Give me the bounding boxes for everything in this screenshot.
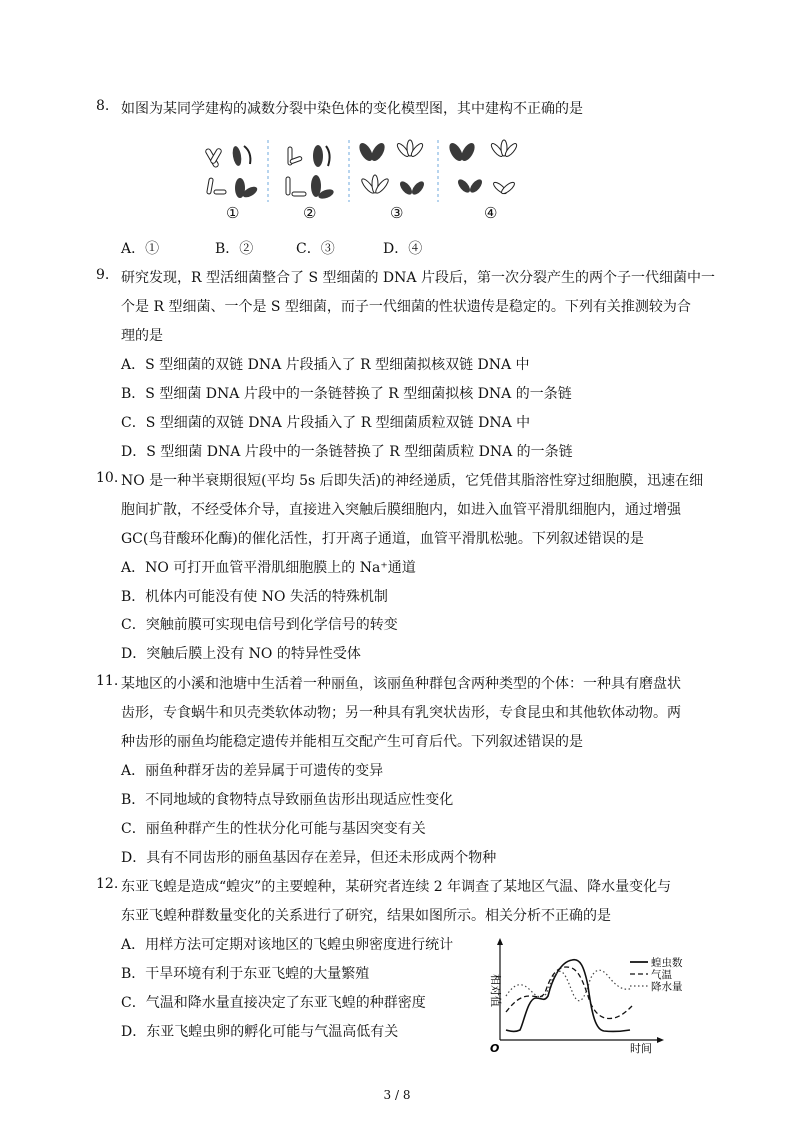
- series-temperature: [506, 967, 632, 1018]
- q9-option-d: D．S 型细菌 DNA 片段中的一条链替换了 R 型细菌质粒 DNA 的一条链: [121, 444, 573, 460]
- legend-temperature: 气温: [651, 969, 672, 981]
- q12-stem-line: 东亚飞蝗是造成“蝗灾”的主要蝗种，某研究者连续 2 年调查了某地区气温、降水量变化与: [121, 879, 672, 895]
- y-axis-label: 相对值: [489, 974, 502, 1007]
- q8-number: 8.: [96, 98, 110, 114]
- legend-locust-count: 蝗虫数: [651, 957, 683, 969]
- q10-stem-line: 胞间扩散，不经受体介导，直接进入突触后膜细胞内，如进入血管平滑肌细胞内，通过增强: [121, 502, 681, 518]
- page-number: 3 / 8: [383, 1088, 411, 1102]
- q12-option-d: D．东亚飞蝗虫卵的孵化可能与气温高低有关: [121, 1024, 399, 1040]
- q10-option-d: D．突触后膜上没有 NO 的特异性受体: [121, 646, 361, 662]
- q11-stem-line: 某地区的小溪和池塘中生活着一种丽鱼，该丽鱼种群包含两种类型的个体：一种具有磨盘状: [121, 676, 681, 692]
- x-axis-label: 时间: [630, 1042, 652, 1055]
- q10-option-a: A．NO 可打开血管平滑肌细胞膜上的 Na⁺通道: [121, 560, 416, 576]
- legend-rainfall: 降水量: [651, 981, 683, 993]
- q10-stem-line: GC(鸟苷酸环化酶)的催化活性，打开离子通道，血管平滑肌松驰。下列叙述错误的是: [121, 531, 644, 547]
- q11-number: 11.: [96, 673, 119, 689]
- q11-option-c: C．丽鱼种群产生的性状分化可能与基因突变有关: [121, 821, 426, 837]
- q10-option-b: B．机体内可能没有使 NO 失活的特殊机制: [121, 589, 388, 605]
- q10-number: 10.: [96, 470, 119, 486]
- panel-2-chromosomes: [286, 145, 335, 200]
- q11-option-b: B．不同地域的食物特点导致丽鱼齿形出现适应性变化: [121, 792, 454, 808]
- q9-stem-line: 研究发现，R 型活细菌整合了 S 型细菌的 DNA 片段后，第一次分裂产生的两个子一代细菌中一: [121, 270, 715, 286]
- q9-option-a: A．S 型细菌的双链 DNA 片段插入了 R 型细菌拟核双链 DNA 中: [121, 357, 530, 373]
- q12-locust-chart: [480, 936, 700, 1056]
- q11-option-a: A．丽鱼种群牙齿的差异属于可遗传的变异: [121, 763, 384, 779]
- figure-label-4: ④: [484, 204, 498, 222]
- q8-option-d: D．④: [383, 241, 423, 257]
- q8-option-c: C．③: [296, 241, 335, 257]
- q12-number: 12.: [96, 876, 119, 892]
- q10-stem-line: NO 是一种半衰期很短(平均 5s 后即失活)的神经递质，它凭借其脂溶性穿过细胞膜，迅速在细: [121, 473, 704, 489]
- q9-number: 9.: [96, 267, 110, 283]
- origin-label: O: [490, 1042, 500, 1055]
- panel-3-chromosomes: [357, 140, 427, 197]
- series-locust-count: [506, 960, 630, 1032]
- q11-stem-line: 齿形，专食蜗牛和贝壳类软体动物；另一种具有乳突状齿形，专食昆虫和其他软体动物。两: [121, 705, 681, 721]
- q11-option-d: D．具有不同齿形的丽鱼基因存在差异，但还未形成两个物种: [121, 850, 497, 866]
- q12-stem-line: 东亚飞蝗种群数量变化的关系进行了研究，结果如图所示。相关分析不正确的是: [121, 908, 611, 924]
- figure-label-1: ①: [226, 204, 240, 222]
- q11-stem-line: 种齿形的丽鱼均能稳定遗传并能相互交配产生可育后代。下列叙述错误的是: [121, 734, 583, 750]
- q8-stem: 如图为某同学建构的减数分裂中染色体的变化模型图，其中建构不正确的是: [121, 101, 583, 117]
- q9-stem-line: 个是 R 型细菌、一个是 S 型细菌，而子一代细菌的性状遗传是稳定的。下列有关推测较为合: [121, 299, 691, 315]
- figure-label-2: ②: [303, 204, 317, 222]
- q8-option-a: A．①: [121, 241, 160, 257]
- q9-option-c: C．S 型细菌的双链 DNA 片段插入了 R 型细菌质粒双链 DNA 中: [121, 415, 531, 431]
- panel-1-chromosomes: [205, 145, 259, 199]
- q9-stem-line: 理的是: [121, 328, 163, 344]
- q9-option-b: B．S 型细菌 DNA 片段中的一条链替换了 R 型细菌拟核 DNA 的一条链: [121, 386, 572, 402]
- q12-option-c: C．气温和降水量直接决定了东亚飞蝗的种群密度: [121, 995, 426, 1011]
- q12-option-a: A．用样方法可定期对该地区的飞蝗虫卵密度进行统计: [121, 937, 454, 953]
- panel-4-chromosomes: [447, 140, 519, 195]
- q8-option-b: B．②: [215, 241, 254, 257]
- figure-label-3: ③: [390, 204, 404, 222]
- q12-option-b: B．干旱环境有利于东亚飞蝗的大量繁殖: [121, 966, 370, 982]
- q10-option-c: C．突触前膜可实现电信号到化学信号的转变: [121, 617, 398, 633]
